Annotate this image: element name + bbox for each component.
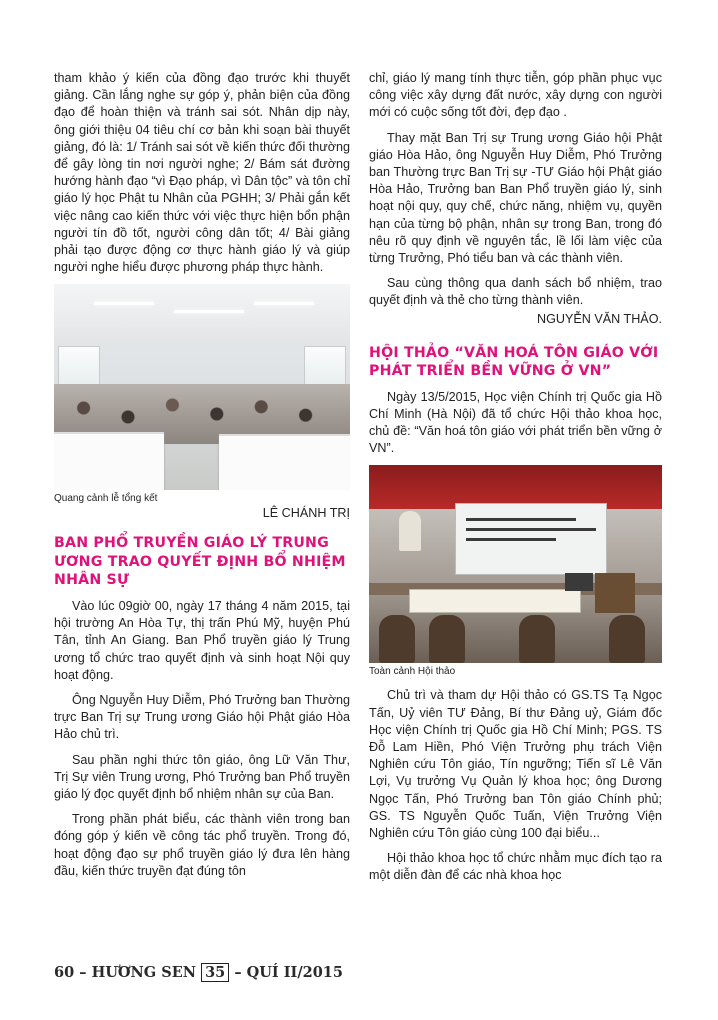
photo-ceiling-light: [174, 310, 244, 313]
page-number: 60: [54, 964, 75, 981]
left-column: [54, 70, 350, 888]
photo2-caption: Toàn cảnh Hội thảo: [369, 666, 456, 678]
photo-ceiling: [54, 284, 350, 346]
author-signature-2: NGUYỄN VĂN THẢO.: [536, 311, 662, 326]
photo-ceiling-light: [254, 302, 314, 305]
right-column: [369, 70, 662, 893]
author-signature-1: LÊ CHÁNH TRỊ: [262, 506, 350, 521]
left-paragraph-2: Vào lúc 09giờ 00, ngày 17 tháng 4 năm 2015, tại hội trường An Hòa Tự, thị trấn Phú Mỹ, huyện Phú Tân, tỉnh An Giang. Ban Phổ truyền giáo lý Trung ương tổ chức trao quyết định và sinh hoạt Nội quy hoạt động.: [54, 598, 350, 682]
photo-ceiling-light: [94, 302, 154, 305]
magazine-name: HƯƠNG SEN: [91, 964, 197, 981]
issue-period: QUÍ II/2015: [246, 964, 343, 981]
photo-monitor: [565, 573, 593, 591]
photo-table: [219, 434, 350, 490]
photo-bust-statue: [399, 511, 421, 551]
right-paragraph-6: Hội thảo khoa học tổ chức nhằm mục đích tạo ra một diễn đàn để các nhà khoa học: [369, 851, 662, 883]
photo-chair: [379, 615, 415, 663]
left-paragraph-3: Ông Nguyễn Huy Diễm, Phó Trưởng ban Thường trực Ban Trị sự Trung ương Giáo hội Phật giáo Hòa Hảo chủ trì.: [54, 692, 350, 742]
photo1-caption: Quang cảnh lễ tổng kết: [54, 493, 158, 505]
photo-table: [54, 432, 164, 490]
photo-banner-line: [466, 538, 556, 541]
page-footer: [54, 963, 354, 982]
left-paragraph-4: Sau phần nghi thức tôn giáo, ông Lữ Văn Thư, Trị Sự viên Trung ương, Phó Trưởng ban Phổ truyền giáo lý đọc quyết định bổ nhiệm nhân sự của Ban.: [54, 752, 350, 801]
photo-banner: [455, 503, 607, 575]
left-paragraph-5: Trong phần phát biểu, các thành viên trong ban đóng góp ý kiến về công tác phổ truyền. Trong đó, hoạt động đạo sự phổ truyền giáo lý đưa lên hàng đầu, kiến thức truyền đạt đúng tôn: [54, 812, 350, 878]
right-paragraph-2: Thay mặt Ban Trị sự Trung ương Giáo hội Phật giáo Hòa Hảo, ông Nguyễn Huy Diễm, Phó Trưởng ban Thường trực Ban Trị sự -TƯ Giáo hội Phật giáo Hòa Hảo, Trưởng ban Ban Phổ truyền giáo lý, sinh hoạt nội quy, quy chế, chức năng, nhiệm vụ, quyền hạn của từng bộ phận, nhân sự trong Ban, trong đó nêu rõ quy định về nguyên tắc, lề lối làm việc của từng Trưởng, Phó tiểu ban và các thành viên.: [369, 130, 662, 266]
photo-chair: [609, 615, 645, 663]
article-headline-3: HỘI THẢO “VĂN HOÁ TÔN GIÁO VỚI PHÁT TRIỂN BỀN VỮNG Ở VN”: [369, 344, 659, 380]
right-paragraph-3: Sau cùng thông qua danh sách bổ nhiệm, trao quyết định và thẻ cho từng thành viên.: [369, 276, 662, 308]
photo-banner-line: [466, 518, 576, 521]
photo-head-table: [409, 589, 581, 613]
ceremony-photo: [54, 284, 350, 490]
photo-chair: [519, 615, 555, 663]
left-paragraph-1: tham khảo ý kiến của đồng đạo trước khi thuyết giảng. Cần lắng nghe sự góp ý, phản biện của đồng đạo để hoàn thiện và tránh sai sót. Nhân dịp này, ông giới thiệu 04 tiêu chí cơ bản khi soạn bài thuyết giảng, đó là: 1/ Tránh sai sót về kiến thức đối thường để gây lòng tin nơi người nghe; 2/ Bám sát đường hướng hành đạo “vì Đạo pháp, vì Dân tộc” và tôn chỉ giáo lý học Phật tu Nhân của PGHH; 3/ Phải gắn kết việc nâng cao kiến thức với việc thực hiện bổn phận người tín đồ tốt, người công dân tốt; 4/ Bài giảng phải tạo được động cơ thực hành giáo lý và giúp người nghe hiểu được phương pháp thực hành.: [54, 71, 350, 275]
photo-banner-line: [466, 528, 596, 531]
footer-separator: –: [79, 964, 87, 981]
article-headline-2: BAN PHỔ TRUYỀN GIÁO LÝ TRUNG ƯƠNG TRAO QUYẾT ĐỊNH BỔ NHIỆM NHÂN SỰ: [54, 535, 346, 589]
footer-separator: –: [234, 964, 242, 981]
right-paragraph-1: chỉ, giáo lý mang tính thực tiễn, góp phần phục vục công việc xây dựng đất nước, xây dựng con người mới có cuộc sống tốt đời, đẹp đạo .: [369, 71, 662, 120]
photo-chair: [429, 615, 465, 663]
issue-number: 35: [201, 963, 229, 982]
right-paragraph-4: Ngày 13/5/2015, Học viện Chính trị Quốc gia Hồ Chí Minh (Hà Nội) đã tổ chức Hội thảo khoa học, chủ đề: “Văn hoá tôn giáo với phát triển bền vững ở VN”.: [369, 389, 662, 456]
photo-podium: [595, 573, 635, 613]
seminar-photo: [369, 465, 662, 663]
right-paragraph-5: Chủ trì và tham dự Hội thảo có GS.TS Tạ Ngọc Tấn, Uỷ viên TƯ Đảng, Bí thư Đảng uỷ, Giám đốc Học viện Chính trị Quốc gia Hồ Chí Minh; PGS. TS Đỗ Lam Hiền, Phó Viện Trưởng phụ trách Viện Nghiên cứu Tôn giáo, Tín ngưỡng; Tiến sĩ Lê Văn Lợi, Vụ trưởng Vụ Quản lý khoa học; ông Dương Ngọc Tấn, Phó Trưởng ban Tôn giáo Chính phủ; GS. TS Nguyễn Quốc Tuấn, Viện Trưởng Viện Nghiên cứu Tôn giáo cùng 100 đại biểu...: [369, 688, 662, 841]
